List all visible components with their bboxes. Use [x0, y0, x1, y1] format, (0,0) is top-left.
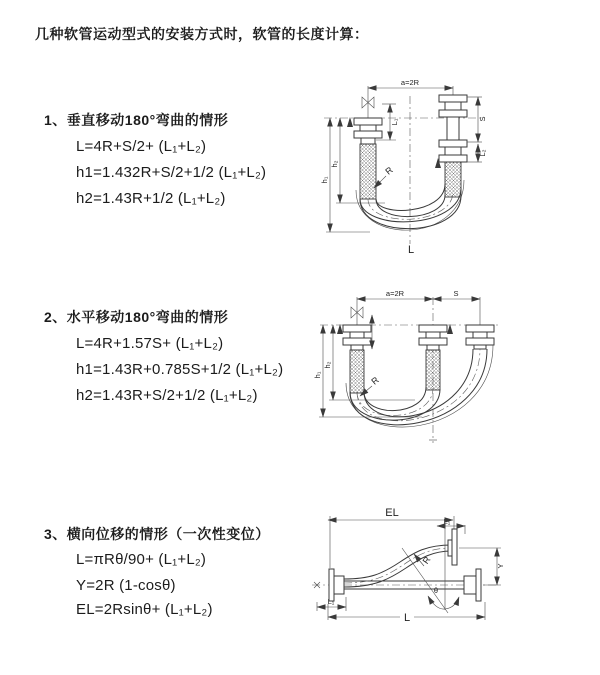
d3-upper-flange [448, 529, 457, 565]
page-title: 几种软管运动型式的安装方式时，软管的长度计算： [35, 26, 369, 42]
d3-theta-label: θ [433, 586, 439, 595]
d1-l2-dimension [467, 144, 487, 162]
d2-up-arrow-left [337, 324, 343, 334]
d1-dim-a-label: a=2R [400, 78, 420, 87]
d2-radius-label: R [369, 374, 381, 387]
d1-left-flange [347, 117, 382, 199]
diagram-lateral-displacement [300, 498, 600, 653]
d1-radius-label: R [383, 164, 395, 177]
d3-l1-bottom-dimension [317, 597, 346, 611]
d1-dim-h2-label: h₂ [330, 160, 339, 168]
section-2-heading: 2、水平移动180°弯曲的情形 [44, 309, 229, 325]
d2-dim-a-label: a=2R [385, 289, 405, 298]
d3-dim-y-label: Y [496, 563, 505, 569]
section-1-formula-h2: h2=1.43R+1/2 (L₁+L₂) [76, 190, 226, 207]
d2-left-flange [337, 324, 371, 393]
d1-right-flange [435, 95, 467, 197]
d2-dim-h2-label: h₂ [323, 361, 332, 369]
d1-dim-s-label: S [478, 116, 487, 122]
section-2-formula-h2: h2=1.43R+S/2+1/2 (L₁+L₂) [76, 387, 258, 404]
d3-dim-l-label: L [403, 612, 411, 624]
section-3-formula-l: L=πRθ/90+ (L₁+L₂) [76, 551, 207, 568]
d1-radius-callout [374, 164, 395, 188]
diagram-vertical-180-bend [310, 72, 600, 257]
d1-dim-l2-label: L₂ [478, 149, 487, 157]
d3-right-lower-flange [464, 569, 481, 601]
d2-middle-flange [419, 324, 453, 390]
d3-dim-l1-bottom-label: L₁ [327, 597, 335, 606]
d1-dim-l1-label: L₁ [390, 118, 399, 126]
d3-radius-callout [414, 554, 433, 566]
d3-l-dimension [328, 602, 485, 624]
d1-s-dimension [467, 97, 487, 142]
d3-l1-top-dimension [437, 517, 465, 534]
d2-up-arrow-middle [447, 324, 453, 334]
section-1-heading: 1、垂直移动180°弯曲的情形 [44, 112, 229, 128]
section-3-formula-el: EL=2Rsinθ+ (L₁+L₂) [76, 601, 213, 618]
d2-dim-s-label: S [453, 289, 459, 298]
section-3-formula-y: Y=2R (1-cosθ) [76, 577, 176, 594]
d3-radius-label: R [420, 554, 433, 566]
d3-el-dimension [328, 507, 454, 568]
d2-hose-arcs [346, 345, 493, 427]
section-2-formula-l: L=4R+1.57S+ (L₁+L₂) [76, 335, 224, 352]
diagram-horizontal-180-bend [310, 285, 600, 460]
section-1-formula-l: L=4R+S/2+ (L₁+L₂) [76, 138, 207, 155]
d1-top-dimension [368, 78, 453, 88]
d3-dim-el-label: EL [385, 507, 399, 519]
section-1-formula-h1: h1=1.432R+S/2+1/2 (L₁+L₂) [76, 164, 267, 181]
d3-angle-construction [402, 523, 459, 613]
d1-up-arrow-left [347, 117, 353, 127]
section-3-heading: 3、横向位移的情形（一次性变位） [44, 526, 270, 542]
section-2-formula-h1: h1=1.43R+0.785S+1/2 (L₁+L₂) [76, 361, 284, 378]
d1-length-label: L [407, 244, 415, 256]
d2-top-dimensions [357, 289, 480, 299]
d1-dim-h1-label: h₁ [320, 176, 329, 184]
d3-dim-l1-top-label: L₁ [443, 517, 451, 526]
d2-centerlines [320, 297, 498, 443]
d2-dim-h1-label: h₁ [313, 371, 322, 379]
d2-right-flange [466, 325, 494, 349]
